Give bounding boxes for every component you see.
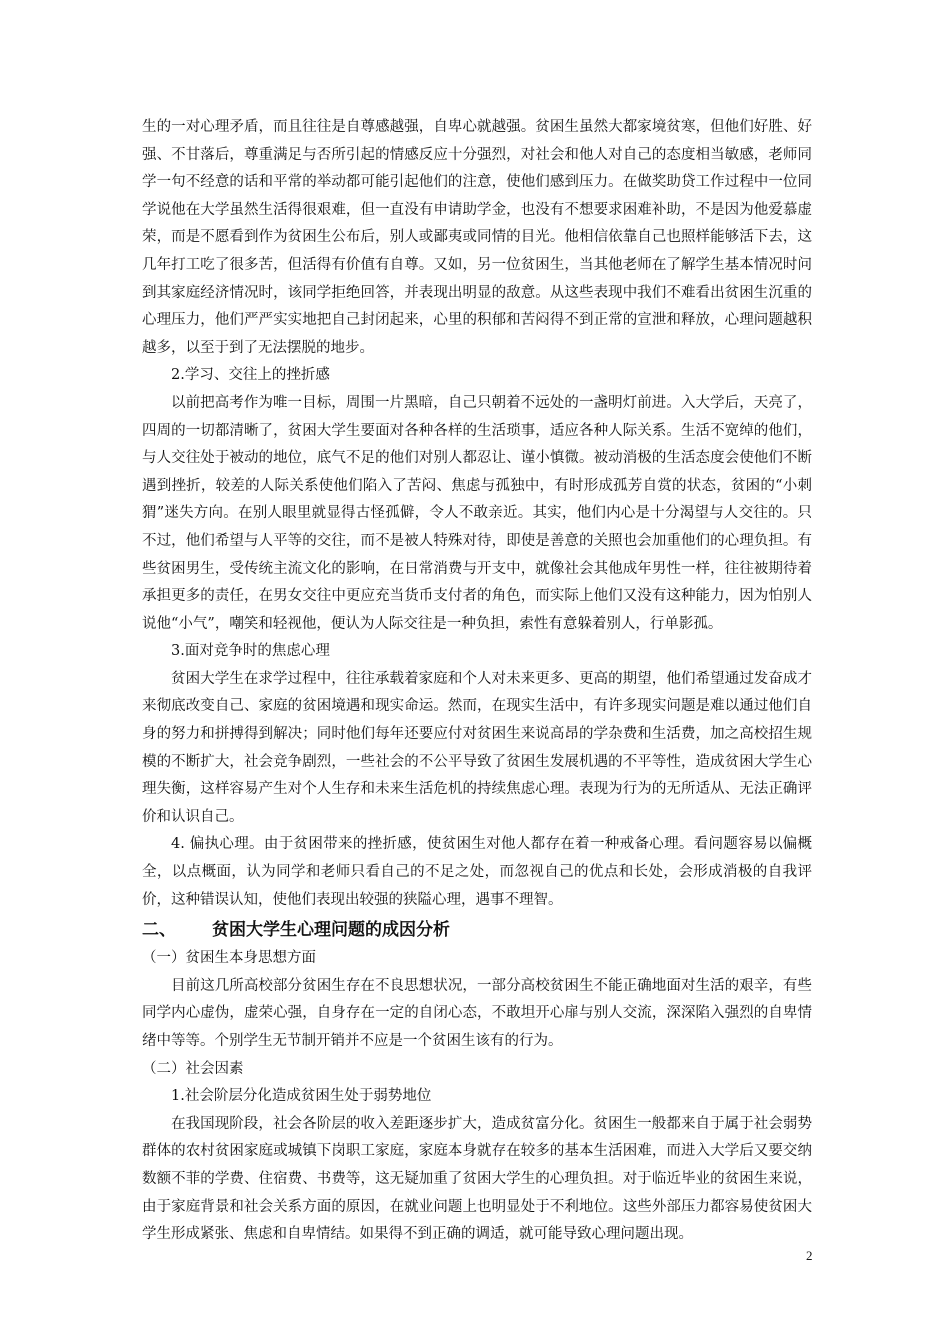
paragraph: 以前把高考作为唯一目标，周围一片黑暗，自己只朝着不远处的一盏明灯前进。入大学后，天亮了，四周的一切都清晰了，贫困大学生要面对各种各样的生活琐事，适应各种人际关系。生活不宽绰的他们，与人交往处于被动的地位，底气不足的他们对别人都忍让、谨小慎微。被动消极的生活态度会使他们不断遇到挫折，较差的人际关系使他们陷入了苦闷、焦虑与孤独中，有时形成孤芳自赏的状态，贫困的“小刺猬”迷失方向。在别人眼里就显得古怪孤僻，令人不敢亲近。其实，他们内心是十分渴望与人交往的。只不过，他们希望与人平等的交往，而不是被人特殊对待，即使是善意的关照也会加重他们的心理负担。有些贫困男生，受传统主流文化的影响，在日常消费与开支中，就像社会其他成年男性一样，往往被期待着承担更多的责任，在男女交往中更应充当货币支付者的角色，而实际上他们又没有这种能力，因为怕别人说他“小气”，嘲笑和轻视他，便认为人际交往是一种负担，索性有意躲着别人，行单影孤。 <box>142 394 812 632</box>
paragraph: 目前这几所高校部分贫困生存在不良思想状况，一部分高校贫困生不能正确地面对生活的艰辛，有些同学内心虚伪，虚荣心强，自身存在一定的自闭心态，不敢坦开心扉与别人交流，深深陷入强烈的自卑情绪中等等。个别学生无节制开销并不应是一个贫困生该有的行为。 <box>142 977 812 1049</box>
section-number: 二、 <box>142 920 176 941</box>
paragraph: 4. 偏执心理。由于贫困带来的挫折感，使贫困生对他人都存在着一种戒备心理。看问题容易以偏概全，以点概面，认为同学和老师只看自己的不足之处，而忽视自己的优点和长处，会形成消极的自我评价，这种错误认知，使他们表现出较强的狭隘心理，遇事不理智。 <box>142 836 812 908</box>
section-title: 贫困大学生心理问题的成因分析 <box>212 920 450 941</box>
section-heading <box>142 916 812 945</box>
subsection-heading: （一）贫困生本身思想方面 <box>142 950 316 967</box>
subheading: 2.学习、交往上的挫折感 <box>171 367 330 384</box>
body-text <box>142 114 812 1249</box>
subheading: 1.社会阶层分化造成贫困生处于弱势地位 <box>171 1088 432 1105</box>
paragraph: 贫困大学生在求学过程中，往往承载着家庭和个人对未来更多、更高的期望，他们希望通过发奋成才来彻底改变自己、家庭的贫困境遇和现实命运。然而，在现实生活中，有许多现实问题是难以通过他们自身的努力和拼搏得到解决；同时他们每年还要应付对贫困生来说高昂的学杂费和生活费，加之高校招生规模的不断扩大，社会竞争剧烈，一些社会的不公平导致了贫困生发展机遇的不平等性，造成贫困大学生心理失衡，这样容易产生对个人生存和未来生活危机的持续焦虑心理。表现为行为的无所适从、无法正确评价和认识自己。 <box>142 670 812 825</box>
paragraph: 生的一对心理矛盾，而且往往是自尊感越强，自卑心就越强。贫困生虽然大都家境贫寒，但他们好胜、好强、不甘落后，尊重满足与否所引起的情感反应十分强烈，对社会和他人对自己的态度相当敏感，老师同学一句不经意的话和平常的举动都可能引起他们的注意，使他们感到压力。在做奖助贷工作过程中一位同学说他在大学虽然生活得很艰难，但一直没有申请助学金，也没有不想要求困难补助，不是因为他爱慕虚荣，而是不愿看到作为贫困生公布后，别人或鄙夷或同情的目光。他相信依靠自己也照样能够活下去，这几年打工吃了很多苦，但活得有价值有自尊。又如，另一位贫困生，当其他老师在了解学生基本情况时问到其家庭经济情况时，该同学拒绝回答，并表现出明显的敌意。从这些表现中我们不难看出贫困生沉重的心理压力，他们严严实实地把自己封闭起来，心里的积郁和苦闷得不到正常的宣泄和释放，心理问题越积越多，以至于到了无法摆脱的地步。 <box>142 119 812 356</box>
subheading: 3.面对竞争时的焦虑心理 <box>171 643 330 660</box>
subsection-heading: （二）社会因素 <box>142 1060 244 1077</box>
paragraph: 在我国现阶段，社会各阶层的收入差距逐步扩大，造成贫富分化。贫困生一般都来自于属于社会弱势群体的农村贫困家庭或城镇下岗职工家庭，家庭本身就存在较多的基本生活困难，而进入大学后又要交纳数额不菲的学费、住宿费、书费等，这无疑加重了贫困大学生的心理负担。对于临近毕业的贫困生来说，由于家庭背景和社会关系方面的原因，在就业问题上也明显处于不利地位。这些外部压力都容易使贫困大学生形成紧张、焦虑和自卑情结。如果得不到正确的调适，就可能导致心理问题出现。 <box>142 1115 812 1243</box>
page-number: 2 <box>806 1248 813 1263</box>
